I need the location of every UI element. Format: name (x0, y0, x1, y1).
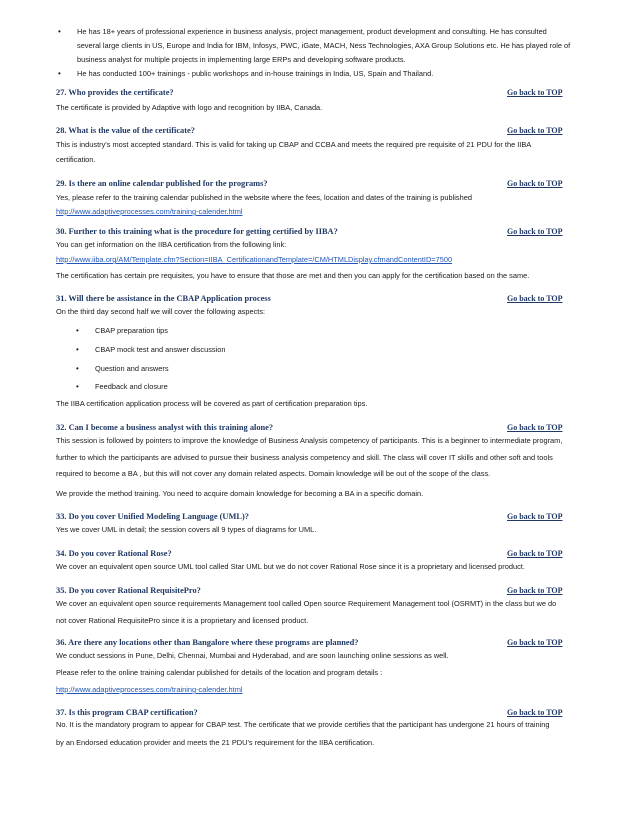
intro-bullet-line: business analyst for multiple projects in implementing large ERPs and developing software products. (77, 55, 406, 64)
answer-text: Yes, please refer to the training calendar published in the website where the fees, location and dates of the training is published (56, 193, 472, 202)
question-heading: 29. Is there an online calendar published for the programs? (56, 179, 268, 188)
list-item: CBAP mock test and answer discussion (95, 345, 226, 354)
answer-text: by an Endorsed education provider and meets the 21 PDU's requirement for the IIBA certification. (56, 738, 375, 747)
question-heading: 28. What is the value of the certificate? (56, 126, 195, 135)
question-heading: 37. Is this program CBAP certification? (56, 708, 198, 717)
intro-bullet-line: He has conducted 100+ trainings - public workshops and in-house trainings in India, US, Spain and Thailand. (77, 69, 434, 78)
list-item: Feedback and closure (95, 382, 168, 391)
answer-text: Yes we cover UML in detail; the session covers all 9 types of diagrams for UML. (56, 525, 317, 534)
answer-text: The certification has certain pre requisites, you have to ensure that those are met and then you can apply for the certification based on the same. (56, 271, 530, 280)
question-heading: 35. Do you cover Rational RequisitePro? (56, 586, 201, 595)
answer-text: We cover an equivalent open source requirements Management tool called Open source Requirement Management tool (OSRMT) in the class but we do (56, 599, 557, 608)
iiba-certification-link[interactable]: http://www.iiba.org/AM/Template.cfm?Section=IIBA_CertificationandTemplate=/CM/HTMLDisplay.cfmandContentID=7500 (56, 255, 453, 264)
go-back-to-top-link[interactable]: Go back to TOP (507, 512, 563, 521)
answer-text: We cover an equivalent open source UML tool called Star UML but we do not cover Rational Rose since it is a proprietary and licensed product. (56, 562, 525, 571)
bullet-icon: • (58, 27, 61, 36)
question-heading: 32. Can I become a business analyst with this training alone? (56, 423, 274, 432)
question-heading: 34. Do you cover Rational Rose? (56, 549, 172, 558)
go-back-to-top-link[interactable]: Go back to TOP (507, 126, 563, 135)
answer-text: Please refer to the online training calendar published for details of the location and program details : (56, 668, 383, 677)
intro-bullet-line: He has 18+ years of professional experience in business analysis, project management, product development and consulting. He has consulted (77, 27, 547, 36)
answer-text: certification. (56, 155, 96, 164)
go-back-to-top-link[interactable]: Go back to TOP (507, 88, 563, 97)
answer-text: required to become a BA , but this will not cover any domain related aspects. Domain knowledge will be out of the scope of the class. (56, 469, 491, 478)
bullet-icon: • (76, 345, 79, 354)
go-back-to-top-link[interactable]: Go back to TOP (507, 227, 563, 236)
answer-text: The certificate is provided by Adaptive with logo and recognition by IIBA, Canada. (56, 103, 323, 112)
intro-bullet-line: several large clients in US, Europe and India for IBM, Infosys, PWC, iGate, MACH, Ness Technologies, AXA Group Solutions etc. He has played role of (77, 41, 571, 50)
question-heading: 27. Who provides the certificate? (56, 88, 174, 97)
go-back-to-top-link[interactable]: Go back to TOP (507, 586, 563, 595)
question-heading: 31. Will there be assistance in the CBAP Application process (56, 294, 271, 303)
go-back-to-top-link[interactable]: Go back to TOP (507, 294, 563, 303)
answer-text: This is industry's most accepted standard. This is valid for taking up CBAP and CCBA and meets the required pre requisite of 21 PDU for the IIBA (56, 140, 532, 149)
answer-text: You can get information on the IIBA certification from the following link: (56, 240, 287, 249)
question-heading: 36. Are there any locations other than Bangalore where these programs are planned? (56, 638, 359, 647)
answer-text: further to which the participants are advised to pursue their business analysis competency and skill. The class will cover IT skills and other soft and tools (56, 453, 553, 462)
training-calendar-link[interactable]: http://www.adaptiveprocesses.com/training-calender.html (56, 207, 243, 216)
bullet-icon: • (58, 69, 61, 78)
training-calendar-link[interactable]: http://www.adaptiveprocesses.com/training-calender.html (56, 685, 243, 694)
go-back-to-top-link[interactable]: Go back to TOP (507, 549, 563, 558)
go-back-to-top-link[interactable]: Go back to TOP (507, 638, 563, 647)
answer-text: No. It is the mandatory program to appear for CBAP test. The certificate that we provide certifies that the participant has undergone 21 hours of training (56, 720, 550, 729)
answer-text: On the third day second half we will cover the following aspects: (56, 307, 266, 316)
answer-text: This session is followed by pointers to improve the knowledge of Business Analysis competency of participants. This is a beginner to intermediate program, (56, 436, 563, 445)
go-back-to-top-link[interactable]: Go back to TOP (507, 423, 563, 432)
list-item: CBAP preparation tips (95, 326, 168, 335)
list-item: Question and answers (95, 364, 169, 373)
go-back-to-top-link[interactable]: Go back to TOP (507, 179, 563, 188)
answer-text: We provide the method training. You need to acquire domain knowledge for becoming a BA in a specific domain. (56, 489, 424, 498)
bullet-icon: • (76, 382, 79, 391)
answer-text: We conduct sessions in Pune, Delhi, Chennai, Mumbai and Hyderabad, and are soon launching online sessions as well. (56, 651, 449, 660)
answer-text: not cover Rational RequisitePro since it is a proprietary and licensed product. (56, 616, 309, 625)
question-heading: 33. Do you cover Unified Modeling Language (UML)? (56, 512, 249, 521)
question-heading: 30. Further to this training what is the procedure for getting certified by IIBA? (56, 227, 338, 236)
go-back-to-top-link[interactable]: Go back to TOP (507, 708, 563, 717)
answer-text: The IIBA certification application process will be covered as part of certification preparation tips. (56, 399, 368, 408)
bullet-icon: • (76, 326, 79, 335)
bullet-icon: • (76, 364, 79, 373)
